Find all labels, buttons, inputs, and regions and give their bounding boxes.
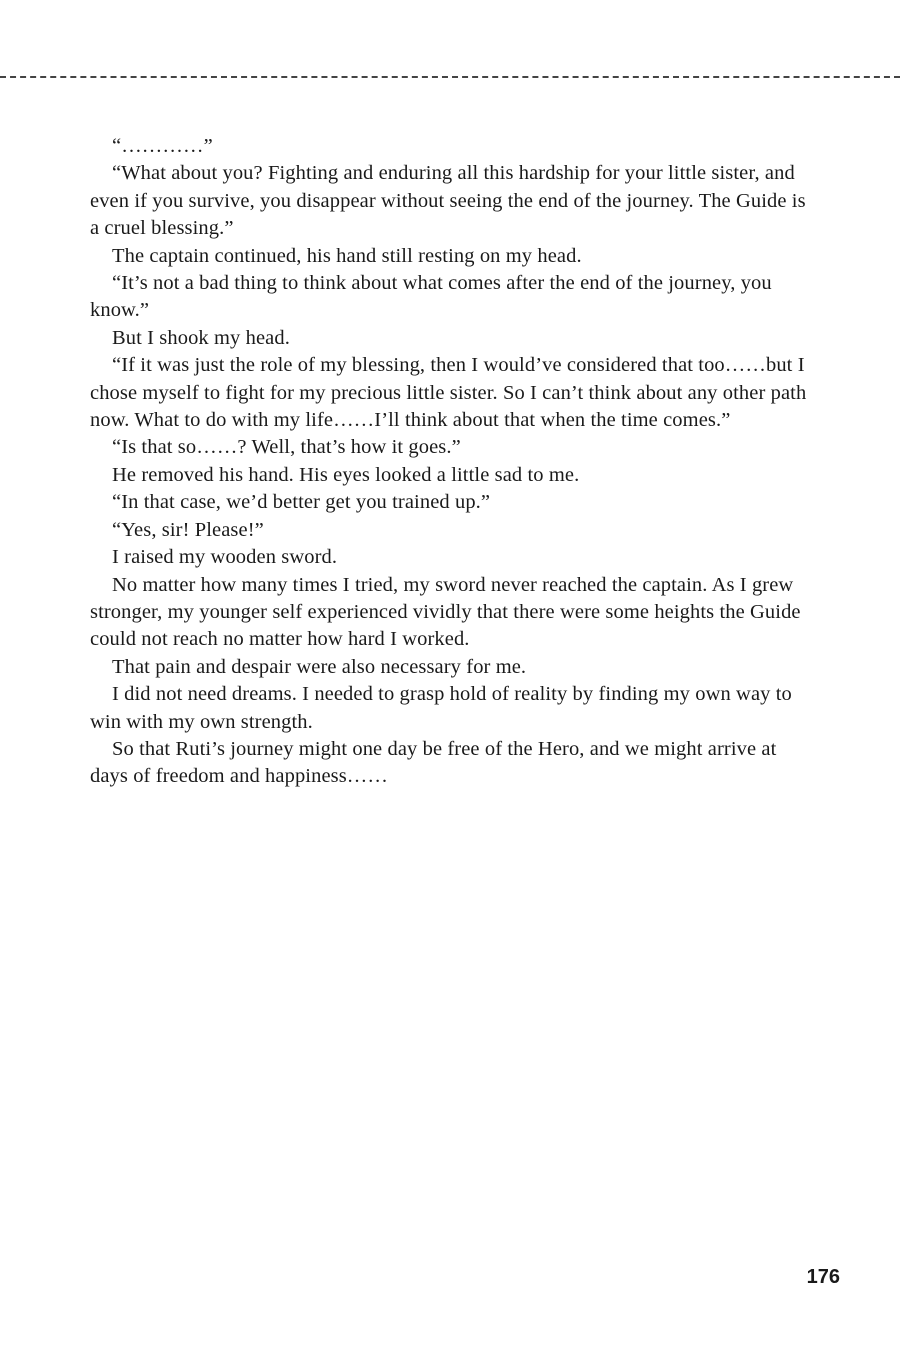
body-text bbox=[90, 133, 810, 791]
paragraph: He removed his hand. His eyes looked a little sad to me. bbox=[112, 463, 580, 486]
paragraph: I did not need dreams. I needed to grasp hold of reality by finding my own way to win with my own strength. bbox=[90, 683, 792, 733]
page-number: 176 bbox=[806, 1266, 840, 1288]
paragraph: “Yes, sir! Please!” bbox=[112, 518, 264, 541]
paragraph: “In that case, we’d better get you trained up.” bbox=[112, 491, 491, 514]
paragraph: “It’s not a bad thing to think about what comes after the end of the journey, you know.” bbox=[90, 272, 772, 322]
paragraph: The captain continued, his hand still resting on my head. bbox=[112, 244, 582, 267]
paragraph: I raised my wooden sword. bbox=[112, 546, 338, 569]
scene-break-divider bbox=[0, 76, 900, 78]
paragraph: “What about you? Fighting and enduring all this hardship for your little sister, and even if you survive, you disappear without seeing the end of the journey. The Guide is a cruel blessing.” bbox=[90, 162, 806, 240]
paragraph: But I shook my head. bbox=[112, 326, 290, 349]
paragraph: “If it was just the role of my blessing, then I would’ve considered that too……but I chose myself to fight for my precious little sister. So I can’t think about any other path now. What to do with my life……I’ll think about that when the time comes.” bbox=[90, 354, 807, 432]
paragraph: So that Ruti’s journey might one day be free of the Hero, and we might arrive at days of freedom and happiness…… bbox=[90, 737, 777, 788]
paragraph: “…………” bbox=[112, 135, 213, 157]
paragraph: “Is that so……? Well, that’s how it goes.” bbox=[112, 436, 461, 459]
paragraph: No matter how many times I tried, my sword never reached the captain. As I grew stronger, my younger self experienced vividly that there were some heights the Guide could not reach no matter how hard I worked. bbox=[90, 573, 801, 651]
paragraph: That pain and despair were also necessary for me. bbox=[112, 655, 527, 678]
